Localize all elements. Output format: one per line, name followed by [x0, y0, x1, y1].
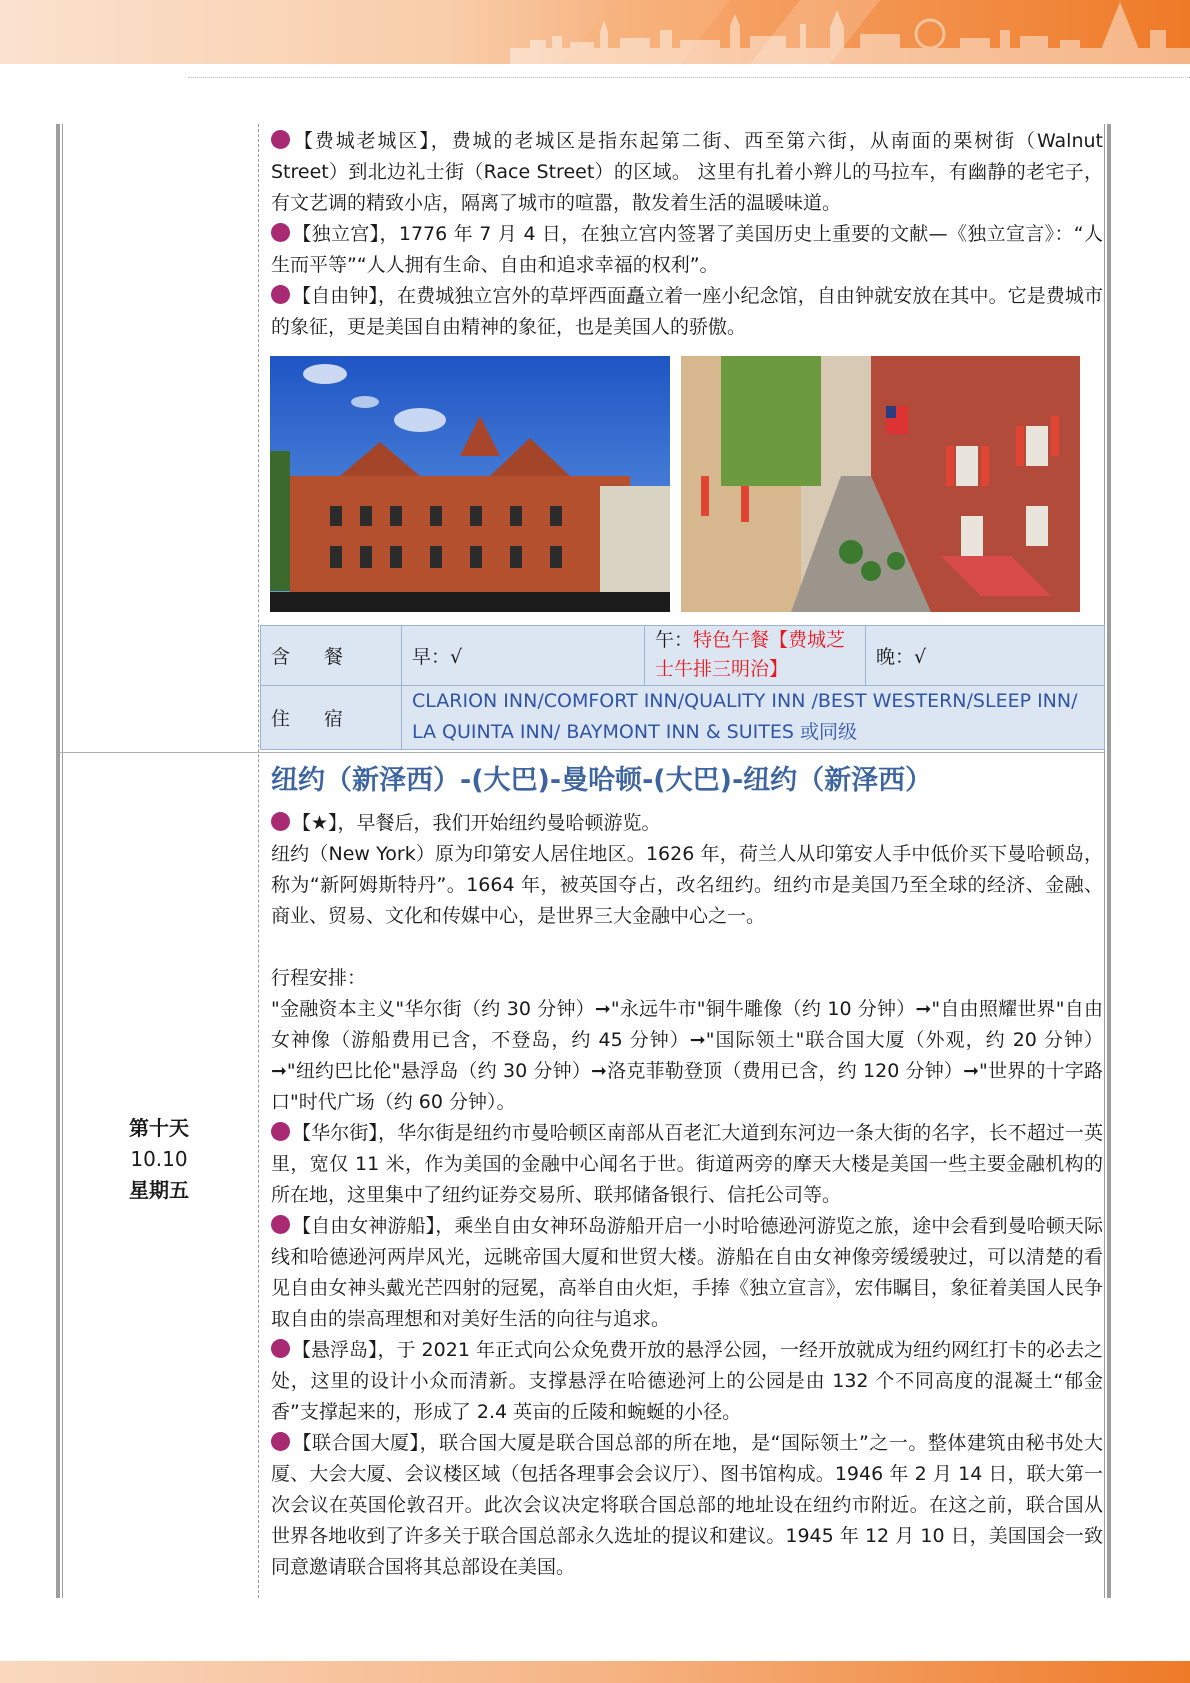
meals-label: 含 餐 [261, 626, 402, 686]
page-footer-banner [0, 1661, 1190, 1683]
statue-cruise-title: 【自由女神游船】 [292, 1215, 436, 1237]
independence-hall-paragraph [271, 219, 1103, 281]
day-weekday: 星期五 [129, 1178, 189, 1202]
new-york-paragraph: 纽约（New York）原为印第安人居住地区。1626 年，荷兰人从印第安人手中低价买下曼哈顿岛，称为“新阿姆斯特丹”。1664 年，被英国夺占，改名纽约。纽约市是美国乃至全球的经济、金融、商业、贸易、文化和传媒中心，是世界三大金融中心之一。 [271, 843, 1103, 927]
city-skyline-illustration [500, 0, 1190, 64]
old-city-title: 【费城老城区】 [292, 130, 431, 152]
liberty-bell-title: 【自由钟】 [292, 285, 378, 307]
intro-title: 【★】 [292, 812, 338, 834]
day10-description [271, 762, 1103, 1583]
table-right-inner-border [1104, 124, 1105, 1598]
header-dotted-rule [188, 77, 1190, 78]
intro-text: ，早餐后，我们开始纽约曼哈顿游览。 [337, 812, 661, 834]
meals-row [261, 626, 1105, 686]
statue-cruise-text: ，乘坐自由女神环岛游船开启一小时哈德逊河游览之旅，途中会看到曼哈顿天际线和哈德逊河两岸风光，远眺帝国大厦和世贸大楼。游船在自由女神像旁缓缓驶过，可以清楚的看见自由女神头戴光芒四射的冠冕，高举自由火炬，手捧《独立宣言》，宏伟瞩目，象征着美国人民争取自由的崇高理想和对美好生活的向往与追求。 [271, 1215, 1103, 1330]
old-city-text: ，费城的老城区是指东起第二街、西至第六街，从南面的栗树街（Walnut Street）到北边礼士街（Race Street）的区域。 这里有扎着小辫儿的马拉车，有幽静的老宅子，有文艺调的精致小店，隔离了城市的喧嚣，散发着生活的温暖味道。 [271, 130, 1103, 214]
lodging-label: 住 宿 [261, 685, 402, 749]
liberty-bell-text: ，在费城独立宫外的草坪西面矗立着一座小纪念馆，自由钟就安放在其中。它是费城市的象征，更是美国自由精神的象征，也是美国人的骄傲。 [271, 285, 1103, 338]
bullet-icon [271, 1339, 290, 1358]
un-headquarters-paragraph [271, 1428, 1103, 1583]
lunch-prefix: 午： [655, 629, 694, 652]
wall-street-paragraph [271, 1118, 1103, 1211]
bullet-icon [271, 1122, 290, 1141]
table-left-border [56, 124, 60, 1598]
bullet-icon [271, 223, 290, 242]
little-island-paragraph [271, 1335, 1103, 1428]
breakfast-cell: 早：√ [402, 626, 645, 686]
red-brick-building-photo [270, 356, 670, 612]
liberty-bell-paragraph [271, 281, 1103, 343]
wall-street-title: 【华尔街】 [292, 1122, 378, 1144]
day-date: 10.10 [130, 1147, 188, 1171]
old-city-paragraph [271, 126, 1103, 219]
lunch-cell [645, 626, 866, 686]
day10-title: 纽约（新泽西）-(大巴)-曼哈顿-(大巴)-纽约（新泽西） [271, 765, 933, 796]
schedule-label: 行程安排： [271, 967, 367, 989]
day-number: 第十天 [129, 1116, 189, 1140]
bullet-icon [271, 1215, 290, 1234]
schedule-paragraph: "金融资本主义"华尔街（约 30 分钟）➞"永远牛市"铜牛雕像（约 10 分钟）➞"自由照耀世界"自由女神像（游船费用已含，不登岛，约 45 分钟）➞"国际领土"联合国大厦（外观，约 20 分钟）➞"纽约巴比伦"悬浮岛（约 30 分钟）➞洛克菲勒登顶（费用已含，约 120 分钟）➞"世界的十字路口"时代广场（约 60 分钟）。 [271, 998, 1103, 1113]
lunch-special: 特色午餐【费城芝士牛排三明治】 [655, 629, 846, 681]
bullet-icon [271, 285, 290, 304]
bullet-icon [271, 130, 290, 149]
wall-street-text: ，华尔街是纽约市曼哈顿区南部从百老汇大道到东河边一条大街的名字，长不超过一英里，宽仅 11 米，作为美国的金融中心闻名于世。街道两旁的摩天大楼是美国一些主要金融机构的所在地，这里集中了纽约证券交易所、联邦储备银行、信托公司等。 [271, 1122, 1103, 1206]
independence-hall-title: 【独立宫】 [292, 223, 380, 245]
little-island-text: ，于 2021 年正式向公众免费开放的悬浮公园，一经开放就成为纽约网红打卡的必去之处，这里的设计小众而清新。支撑悬浮在哈德逊河上的公园是由 132 个不同高度的混凝土“郁金香”支撑起来的，形成了 2.4 英亩的丘陵和蜿蜒的小径。 [271, 1339, 1103, 1423]
statue-cruise-paragraph [271, 1211, 1103, 1335]
un-headquarters-text: ，联合国大厦是联合国总部的所在地，是“国际领土”之一。整体建筑由秘书处大厦、大会大厦、会议楼区域（包括各理事会会议厅）、图书馆构成。1946 年 2 月 14 日，联大第一次会议在英国伦敦召开。此次会议决定将联合国总部的地址设在纽约市附近。在这之前，联合国从世界各地收到了许多关于联合国总部永久选址的提议和建议。1945 年 12 月 10 日，美国国会一致同意邀请联合国将其总部设在美国。 [271, 1432, 1103, 1578]
bullet-icon [271, 812, 290, 831]
page-header-banner [0, 0, 1190, 64]
independence-hall-text: ，1776 年 7 月 4 日，在独立宫内签署了美国历史上重要的文献—《独立宣言》：“人生而平等”“人人拥有生命、自由和追求幸福的权利”。 [271, 223, 1103, 276]
day9-description [271, 126, 1103, 343]
intro-paragraph [271, 808, 1103, 839]
lodging-row [261, 685, 1105, 749]
elfreths-alley-photo [681, 356, 1080, 612]
un-headquarters-title: 【联合国大厦】 [292, 1432, 420, 1454]
table-left-inner-border [62, 124, 63, 1598]
table-column-divider [258, 124, 259, 1598]
philadelphia-photos [270, 356, 1080, 612]
table-right-border [1107, 124, 1111, 1598]
little-island-title: 【悬浮岛】 [292, 1339, 378, 1361]
bullet-icon [271, 1432, 290, 1451]
day-row-separator [60, 752, 1105, 753]
meals-lodging-table [260, 625, 1105, 750]
dinner-cell: 晚：√ [866, 626, 1105, 686]
spacer [271, 932, 1103, 963]
hotel-list: CLARION INN/COMFORT INN/QUALITY INN /BEST WESTERN/SLEEP INN/ LA QUINTA INN/ BAYMONT INN & SUITES 或同级 [402, 685, 1105, 749]
